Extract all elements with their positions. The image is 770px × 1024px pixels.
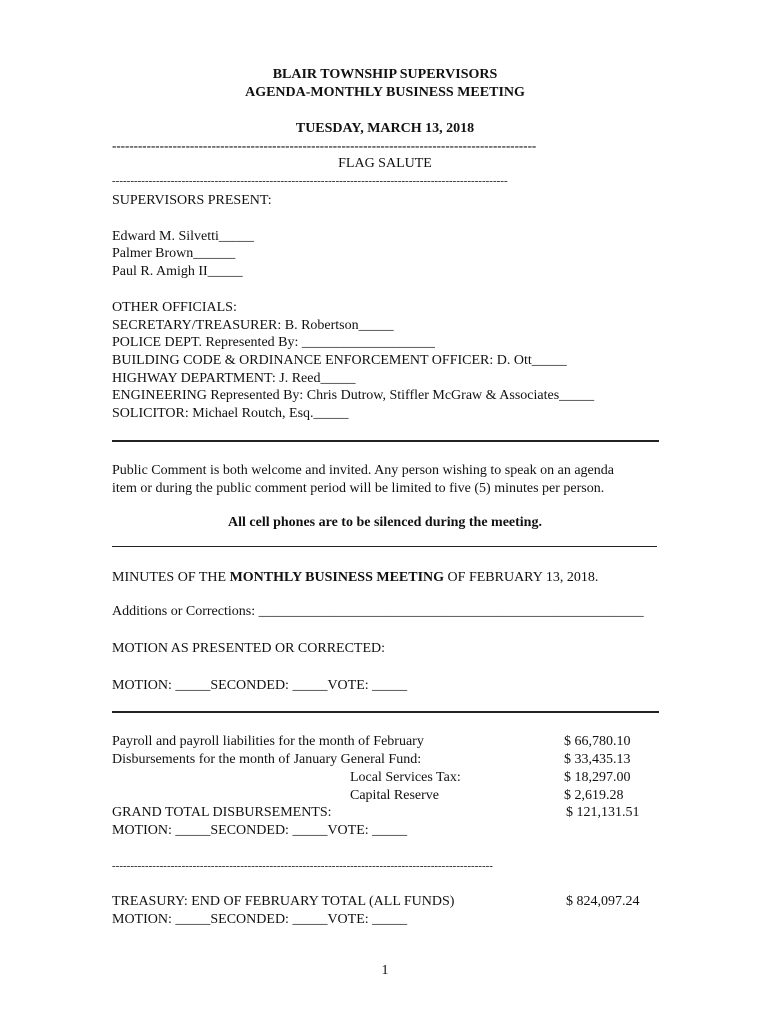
minutes-meeting-name: MONTHLY BUSINESS MEETING [229, 570, 445, 585]
cell-phones-notice: All cell phones are to be silenced during the meeting. [228, 515, 542, 530]
supervisor-name: Paul R. Amigh II_____ [112, 264, 243, 279]
official-line: POLICE DEPT. Represented By: ___________________ [112, 335, 435, 350]
title-line-2: AGENDA-MONTHLY BUSINESS MEETING [245, 85, 525, 100]
supervisor-name: Edward M. Silvetti_____ [112, 229, 254, 244]
capital-reserve-label: Capital Reserve [350, 788, 440, 803]
official-line: SECRETARY/TREASURER: B. Robertson_____ [112, 318, 394, 333]
meeting-date: TUESDAY, MARCH 13, 2018 [295, 121, 475, 136]
treasury-motion: MOTION: _____SECONDED: _____VOTE: _____ [112, 912, 408, 927]
payroll-label: Payroll and payroll liabilities for the month of February [112, 734, 424, 749]
public-comment-line-2: item or during the public comment period will be limited to five (5) minutes per person. [112, 481, 605, 496]
payroll-amount: $ 66,780.10 [564, 734, 631, 749]
capital-reserve-amount: $ 2,619.28 [564, 788, 624, 803]
official-line: ENGINEERING Represented By: Chris Dutrow, Stiffler McGraw & Associates_____ [112, 388, 595, 403]
public-comment-line-1: Public Comment is both welcome and invited. Any person wishing to speak on an agenda [112, 463, 614, 478]
divider-rule [112, 711, 659, 713]
supervisor-name: Palmer Brown______ [112, 246, 236, 261]
divider-rule [112, 546, 657, 547]
supervisors-heading: SUPERVISORS PRESENT: [112, 193, 272, 208]
motion-as-presented: MOTION AS PRESENTED OR CORRECTED: [112, 641, 386, 656]
page-number: 1 [381, 963, 389, 978]
treasury-amount: $ 824,097.24 [566, 894, 640, 909]
minutes-motion: MOTION: _____SECONDED: _____VOTE: _____ [112, 678, 408, 693]
general-fund-label: Disbursements for the month of January General Fund: [112, 752, 422, 767]
official-line: SOLICITOR: Michael Routch, Esq._____ [112, 406, 349, 421]
flag-salute: FLAG SALUTE [338, 156, 432, 171]
disbursements-motion: MOTION: _____SECONDED: _____VOTE: _____ [112, 823, 408, 838]
minutes-prefix: MINUTES OF THE [112, 570, 230, 585]
dash-separator-3: -------------------------------------------------------------------------------------------------------- [112, 860, 493, 872]
officials-heading: OTHER OFFICIALS: [112, 300, 237, 315]
minutes-suffix: OF FEBRUARY 13, 2018. [444, 570, 599, 585]
local-services-tax-label: Local Services Tax: [350, 770, 461, 785]
additions-corrections: Additions or Corrections: _______________________________________________________ [112, 604, 644, 619]
official-line: BUILDING CODE & ORDINANCE ENFORCEMENT OFFICER: D. Ott_____ [112, 353, 567, 368]
treasury-label: TREASURY: END OF FEBRUARY TOTAL (ALL FUNDS) [112, 894, 455, 909]
divider-rule [112, 440, 659, 442]
grand-total-amount: $ 121,131.51 [566, 805, 640, 820]
dash-separator-2: ------------------------------------------------------------------------------------------------------------ [112, 175, 508, 187]
general-fund-amount: $ 33,435.13 [564, 752, 631, 767]
grand-total-label: GRAND TOTAL DISBURSEMENTS: [112, 805, 332, 820]
local-services-tax-amount: $ 18,297.00 [564, 770, 631, 785]
official-line: HIGHWAY DEPARTMENT: J. Reed_____ [112, 371, 356, 386]
minutes-line [112, 570, 598, 586]
title-line-1: BLAIR TOWNSHIP SUPERVISORS [272, 67, 498, 82]
dash-separator-1: -------------------------------------------------------------------------------------------------- [112, 138, 537, 153]
